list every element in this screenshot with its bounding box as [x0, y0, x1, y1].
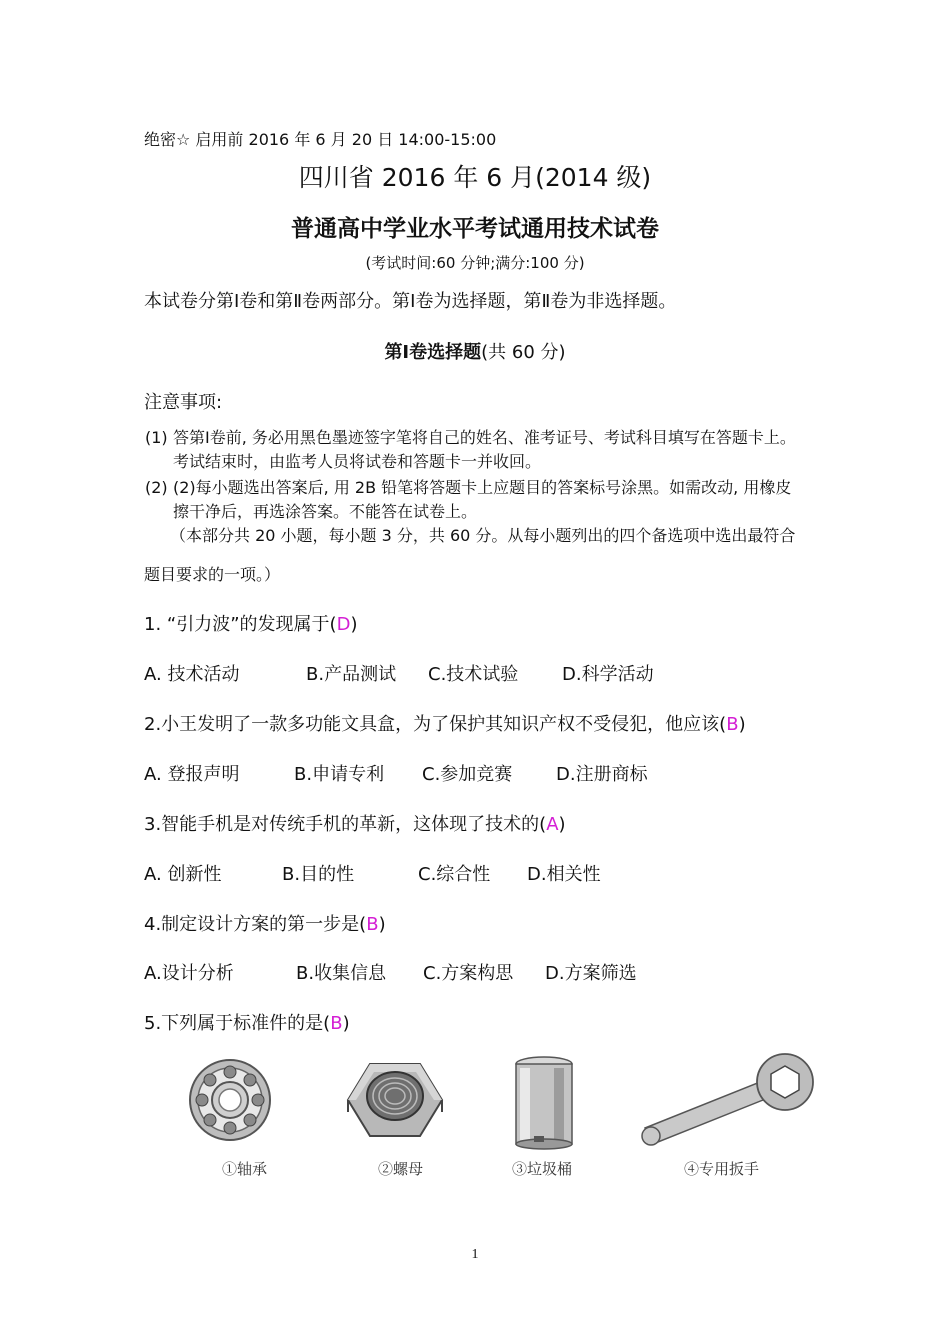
exam-subtitle: (考试时间:60 分钟;满分:100 分) — [365, 254, 585, 272]
page-number: 1 — [471, 1247, 479, 1262]
option-b: B.申请专利 — [294, 764, 385, 785]
question-stem-text: 1. “引力波”的发现属于( — [144, 614, 337, 635]
figure-caption: ③垃圾桶 — [512, 1160, 573, 1178]
option-c: C.综合性 — [418, 864, 491, 885]
notice-item — [145, 426, 796, 471]
option-a: A. 技术活动 — [144, 664, 240, 685]
question-stem-text: 4.制定设计方案的第一步是( — [144, 914, 367, 935]
question-stem-close: ) — [738, 714, 746, 735]
notice-heading: 注意事项: — [144, 392, 223, 413]
answer-letter: B — [366, 914, 379, 935]
notice-extra-line1: （本部分共 20 小题，每小题 3 分，共 60 分。从每小题列出的四个备选项中选出最符合 — [170, 526, 796, 545]
option-c: C.参加竞赛 — [422, 764, 513, 785]
option-d: D.方案筛选 — [545, 963, 637, 984]
wrench-icon — [635, 1050, 825, 1150]
question-stem — [144, 1009, 350, 1035]
question-stem-close: ) — [558, 814, 566, 835]
question-stem — [144, 810, 566, 836]
figure-caption: ④专用扳手 — [684, 1160, 760, 1178]
option-d: D.科学活动 — [562, 664, 654, 685]
exam-title-line1: 四川省 2016 年 6 月(2014 级) — [298, 163, 652, 192]
figure-caption: ②螺母 — [378, 1160, 424, 1178]
question-stem — [144, 710, 746, 736]
option-d: D.注册商标 — [556, 764, 648, 785]
notice-item-line2: 考试结束时，由监考人员将试卷和答题卡一并收回。 — [173, 452, 542, 471]
option-b: B.目的性 — [282, 864, 355, 885]
question-stem-close: ) — [378, 914, 386, 935]
answer-letter: B — [330, 1013, 343, 1034]
option-a: A.设计分析 — [144, 963, 234, 984]
figure-row — [180, 1050, 840, 1190]
option-a: A. 登报声明 — [144, 764, 240, 785]
exam-title-line2: 普通高中学业水平考试通用技术试卷 — [291, 216, 659, 242]
answer-letter: A — [546, 814, 559, 835]
notice-item-line1: 答第Ⅰ卷前, 务必用黑色墨迹签字笔将自己的姓名、准考证号、考试科目填写在答题卡上。 — [173, 428, 796, 447]
option-b: B.产品测试 — [306, 664, 397, 685]
option-c: C.技术试验 — [428, 664, 519, 685]
intro-text: 本试卷分第Ⅰ卷和第Ⅱ卷两部分。第Ⅰ卷为选择题，第Ⅱ卷为非选择题。 — [144, 291, 677, 312]
trash-can-icon — [510, 1050, 590, 1150]
secret-line: 绝密☆ 启用前 2016 年 6 月 20 日 14:00-15:00 — [144, 130, 497, 149]
question-stem-text: 3.智能手机是对传统手机的革新，这体现了技术的( — [144, 814, 547, 835]
notice-item-number: (2) — [145, 478, 168, 497]
bearing-icon — [188, 1050, 278, 1150]
option-a: A. 创新性 — [144, 864, 222, 885]
question-stem-close: ) — [342, 1013, 350, 1034]
section-heading-rest: (共 60 分) — [481, 342, 566, 363]
nut-icon — [340, 1050, 450, 1150]
notice-extra-line2: 题目要求的一项。） — [144, 565, 281, 584]
section-heading — [0, 338, 950, 364]
question-stem — [144, 910, 386, 936]
answer-letter: D — [336, 614, 351, 635]
notice-item-number: (1) — [145, 428, 168, 447]
notice-item-line1: (2)每小题选出答案后, 用 2B 铅笔将答题卡上应题目的答案标号涂黑。如需改动, 用橡皮 — [173, 478, 792, 497]
notice-item-line2: 擦干净后，再选涂答案。不能答在试卷上。 — [173, 502, 478, 521]
answer-letter: B — [726, 714, 739, 735]
question-stem-close: ) — [350, 614, 358, 635]
question-stem-text: 5.下列属于标准件的是( — [144, 1013, 331, 1034]
option-c: C.方案构思 — [423, 963, 514, 984]
section-heading-bold: 第Ⅰ卷选择题 — [384, 342, 482, 363]
question-stem — [144, 610, 357, 636]
question-stem-text: 2.小王发明了一款多功能文具盒，为了保护其知识产权不受侵犯，他应该( — [144, 714, 727, 735]
figure-caption: ①轴承 — [222, 1160, 268, 1178]
option-b: B.收集信息 — [296, 963, 387, 984]
notice-item — [145, 476, 792, 521]
option-d: D.相关性 — [527, 864, 601, 885]
